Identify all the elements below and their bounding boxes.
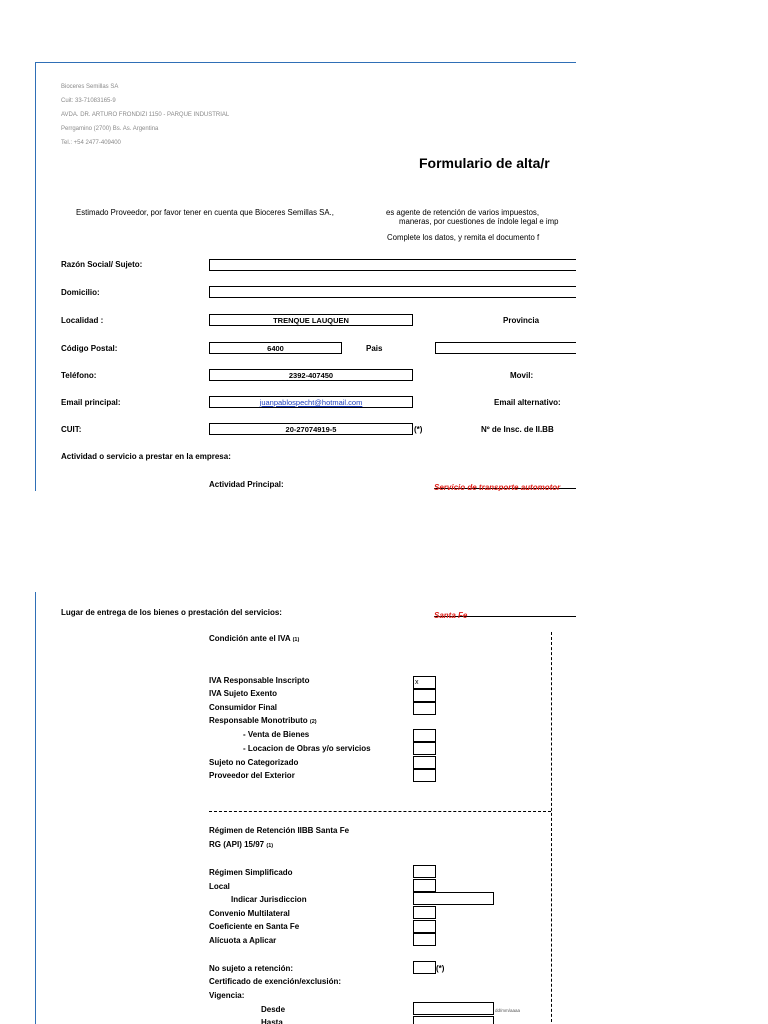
iibb-item-jurisdiccion: Indicar Jurisdiccion [231, 895, 307, 904]
localidad-field[interactable]: TRENQUE LAUQUEN [209, 314, 413, 326]
email-link[interactable]: juanpablospecht@hotmail.com [259, 398, 363, 407]
company-city: Perrgamino (2700) Bs. As. Argentina [61, 126, 159, 132]
desde-field[interactable] [413, 1002, 494, 1015]
movil-label: Movil: [510, 371, 534, 380]
iibb-checkbox-local[interactable] [413, 879, 436, 892]
iibb-field-coeficiente[interactable] [413, 920, 436, 933]
iva-checkbox-no-categorizado[interactable] [413, 756, 436, 769]
iva-title: Condición ante el IVA (1) [209, 634, 300, 643]
provincia-label: Provincia [503, 316, 540, 325]
iva-item-proveedor-exterior: Proveedor del Exterior [209, 771, 295, 780]
iva-checkbox-locacion-obras[interactable] [413, 742, 436, 755]
no-sujeto-checkbox[interactable] [413, 961, 436, 974]
form-page-2 [35, 592, 576, 1024]
iibb-field-alicuota[interactable] [413, 933, 436, 946]
localidad-label: Localidad : [61, 316, 104, 325]
section-divider-horizontal [209, 811, 551, 812]
iva-item-venta-bienes: - Venta de Bienes [243, 730, 310, 739]
actividad-principal-value: Servicio de transporte automotor [434, 483, 561, 491]
iva-checkbox-consumidor-final[interactable] [413, 702, 436, 715]
vigencia-label: Vigencia: [209, 991, 245, 1000]
intro-line-1a: Estimado Proveedor, por favor tener en cuenta que Bioceres Semillas SA., [76, 208, 334, 217]
iibb-title-2: RG (API) 15/97 (1) [209, 840, 274, 849]
email-alt-label: Email alternativo: [494, 398, 561, 407]
iibb-label: Nº de Insc. de II.BB [481, 425, 554, 434]
actividad-principal-field[interactable] [434, 477, 576, 489]
iibb-item-simplificado: Régimen Simplificado [209, 868, 293, 877]
intro-line-1b: es agente de retención de varios impuestos, [386, 208, 539, 217]
form-title: Formulario de alta/r [419, 155, 550, 171]
codigo-postal-field[interactable]: 6400 [209, 342, 342, 354]
domicilio-label: Domicilio: [61, 288, 100, 297]
domicilio-field[interactable] [209, 286, 576, 298]
company-address: AVDA. DR. ARTURO FRONDIZI 1150 - PARQUE INDUSTRIAL [61, 112, 230, 118]
razon-social-field[interactable] [209, 259, 576, 271]
iibb-item-local: Local [209, 882, 230, 891]
iibb-title: Régimen de Retención IIBB Santa Fe [209, 826, 350, 835]
telefono-label: Teléfono: [61, 371, 97, 380]
iibb-item-convenio: Convenio Multilateral [209, 909, 290, 918]
iva-item-sujeto-exento: IVA Sujeto Exento [209, 689, 278, 698]
cuit-note: (*) [414, 425, 423, 434]
lugar-entrega-label: Lugar de entrega de los bienes o prestación del servicios: [61, 608, 282, 617]
actividad-principal-label: Actividad Principal: [209, 480, 284, 489]
iibb-item-alicuota: Alícuota a Aplicar [209, 936, 277, 945]
no-sujeto-label: No sujeto a retención: [209, 964, 294, 973]
company-cuit: Cuit: 33-71083165-9 [61, 98, 116, 104]
iva-item-no-categorizado: Sujeto no Categorizado [209, 758, 299, 767]
email-label: Email principal: [61, 398, 121, 407]
iva-item-consumidor-final: Consumidor Final [209, 703, 277, 712]
iibb-field-jurisdiccion[interactable] [413, 892, 494, 905]
cuit-label: CUIT: [61, 425, 82, 434]
no-sujeto-note: (*) [436, 964, 445, 973]
company-name: Bioceres Semillas SA [61, 84, 119, 90]
lugar-entrega-field[interactable] [434, 605, 576, 620]
desde-label: Desde [261, 1005, 286, 1014]
form-page-1 [35, 62, 576, 491]
certificado-label: Certificado de exención/exclusión: [209, 977, 342, 986]
pais-field[interactable] [435, 342, 576, 354]
intro-line-3: Complete los datos, y remita el documento f [387, 233, 540, 242]
iva-checkbox-proveedor-exterior[interactable] [413, 769, 436, 782]
iva-checkbox-sujeto-exento[interactable] [413, 689, 436, 702]
iva-item-responsable-inscripto: IVA Responsable Inscripto [209, 676, 310, 685]
desde-hint: dd/mm/aaaa [495, 1008, 521, 1013]
iibb-item-coeficiente: Coeficiente en Santa Fe [209, 922, 300, 931]
codigo-postal-label: Código Postal: [61, 344, 118, 353]
iva-checkbox-venta-bienes[interactable] [413, 729, 436, 742]
lugar-entrega-value: Santa Fe [434, 611, 468, 620]
razon-social-label: Razón Social/ Sujeto: [61, 260, 143, 269]
intro-line-2: maneras, por cuestiones de índole legal e imp [399, 217, 559, 226]
iibb-checkbox-simplificado[interactable] [413, 865, 436, 878]
hasta-field[interactable] [413, 1016, 494, 1024]
cuit-field[interactable]: 20-27074919-5 [209, 423, 413, 435]
telefono-field[interactable]: 2392-407450 [209, 369, 413, 381]
actividad-label: Actividad o servicio a prestar en la empresa: [61, 452, 231, 461]
iva-item-monotributo: Responsable Monotributo (2) [209, 716, 317, 725]
email-field[interactable] [209, 396, 413, 408]
pais-label: Pais [366, 344, 383, 353]
iva-checkbox-responsable-inscripto[interactable]: x [413, 676, 436, 689]
iibb-checkbox-convenio[interactable] [413, 906, 436, 919]
section-divider-vertical [551, 632, 552, 1024]
hasta-label: Hasta [261, 1018, 283, 1024]
company-tel: Tel.: +54 2477-409400 [61, 140, 121, 146]
iva-item-locacion-obras: - Locacion de Obras y/o servicios [243, 744, 371, 753]
